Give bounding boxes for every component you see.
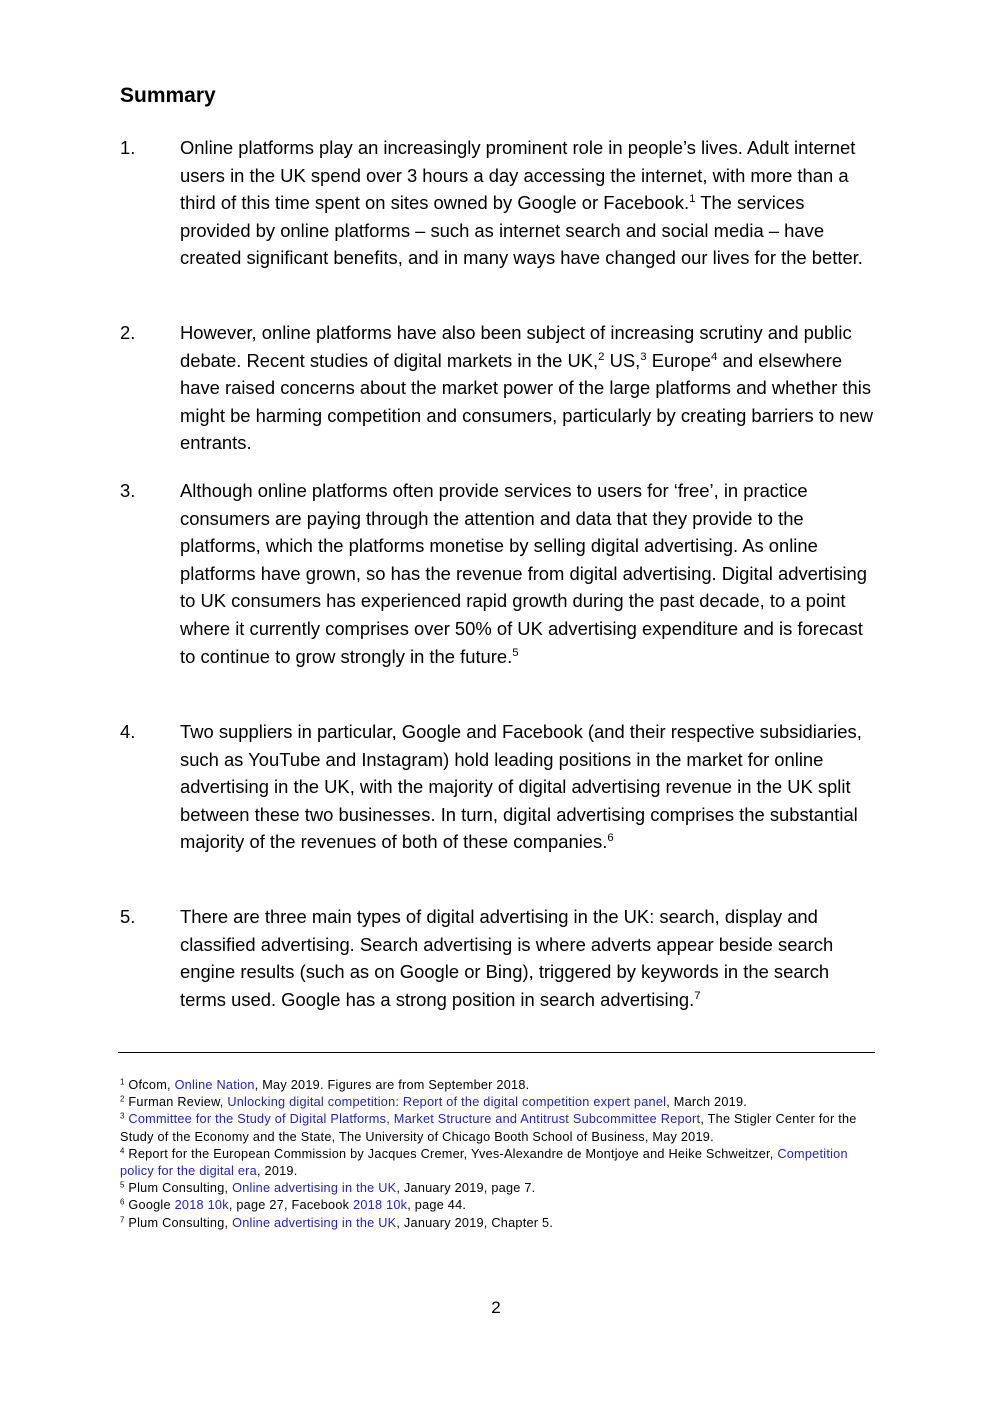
footnotes bbox=[120, 1077, 872, 1232]
paragraph-number: 4. bbox=[120, 721, 136, 742]
footnote-4: $^4$ Report for the European Commission by Jacques Cremer, Yves-Alexandre de Montjoye and Heike Schweitzer, Competition policy for the digital era, 2019. bbox=[120, 1146, 848, 1179]
paragraph-text: Although online platforms often provide services to users for ‘free’, in practice consumers are paying through the attention and data that they provide to the platforms, which the platforms monetise by selling digital advertising. As online platforms have grown, so has the revenue from digital advertising. Digital advertising to UK consumers has experienced rapid growth during the past decade, to a point where it currently comprises over 50% of UK advertising expenditure and is forecast to continue to grow strongly in the future.$^5$ bbox=[180, 480, 867, 667]
footnote-1: $^1$ Ofcom, Online Nation, May 2019. Figures are from September 2018. bbox=[120, 1077, 530, 1092]
paragraph-text: There are three main types of digital advertising in the UK: search, display and classified advertising. Search advertising is where adverts appear beside search engine results (such as on Google or Bing), triggered by keywords in the search terms used. Google has a strong position in search advertising.$^7$ bbox=[180, 906, 834, 1010]
footnote-link[interactable]: Unlocking digital competition: Report of the digital competition expert panel bbox=[227, 1095, 667, 1110]
footnote-ref: 7 bbox=[694, 989, 701, 1002]
footnote-3: $^3$ Committee for the Study of Digital Platforms, Market Structure and Antitrust Subcommittee Report, The Stigler Center for the Study of the Economy and the State, The University of Chicago Booth School of Business, May 2019. bbox=[120, 1111, 857, 1144]
paragraph-2 bbox=[120, 319, 880, 457]
footnote-link[interactable]: Committee for the Study of Digital Platforms, Market Structure and Antitrust Subcommittee Report bbox=[128, 1112, 701, 1127]
footnote-7: $^7$ Plum Consulting, Online advertising in the UK, January 2019, Chapter 5. bbox=[120, 1214, 554, 1230]
footnote-link[interactable]: Online advertising in the UK bbox=[232, 1181, 397, 1196]
footnote-ref: 1 bbox=[689, 193, 696, 206]
footnote-link[interactable]: 2018 10k bbox=[174, 1198, 229, 1213]
paragraph-text: Two suppliers in particular, Google and Facebook (and their respective subsidiaries, such as YouTube and Instagram) hold leading positions in the market for online advertising in the UK, with the majority of digital advertising revenue in the UK split between these two businesses. In turn, digital advertising comprises the substantial majority of the revenues of both of these companies.$^6$ bbox=[180, 721, 862, 853]
footnote-link[interactable]: 2018 10k bbox=[353, 1198, 408, 1213]
footnote-ref: 2 bbox=[598, 350, 605, 363]
paragraph-3 bbox=[120, 477, 880, 670]
footnote-link[interactable]: Online advertising in the UK bbox=[232, 1215, 397, 1230]
footnote-ref: 6 bbox=[607, 832, 614, 845]
footnote-link[interactable]: Online Nation bbox=[174, 1078, 255, 1092]
paragraph-5 bbox=[120, 903, 880, 1013]
footnote-link[interactable]: Competition policy for the digital era bbox=[120, 1146, 848, 1179]
footnote-ref: 3 bbox=[640, 350, 647, 363]
paragraph-1 bbox=[120, 134, 880, 272]
paragraph-4 bbox=[120, 718, 880, 856]
paragraph-number: 2. bbox=[120, 322, 136, 343]
footnote-ref: 4 bbox=[711, 350, 718, 363]
paragraph-text: However, online platforms have also been subject of increasing scrutiny and public debate. Recent studies of digital markets in the UK,$^2$ US,$^3$ Europe$^4$ and elsewhere have raised concerns about the market power of the large platforms and whether this might be harming competition and consumers, particularly by creating barriers to new entrants. bbox=[180, 322, 874, 454]
paragraph-number: 1. bbox=[120, 137, 136, 158]
footnote-divider bbox=[118, 1052, 875, 1053]
footnote-2: $^2$ Furman Review, Unlocking digital competition: Report of the digital competition expert panel, March 2019. bbox=[120, 1094, 748, 1110]
page-number: 2 bbox=[491, 1298, 501, 1317]
footnote-ref: 5 bbox=[512, 646, 519, 659]
footnote-6: $^6$ Google 2018 10k, page 27, Facebook 2018 10k, page 44. bbox=[120, 1197, 467, 1213]
paragraph-number: 5. bbox=[120, 906, 136, 927]
paragraph-text: Online platforms play an increasingly prominent role in people’s lives. Adult internet users in the UK spend over 3 hours a day accessing the internet, with more than a third of this time spent on sites owned by Google or Facebook.$^1$ The services provided by online platforms – such as internet search and social media – have created significant benefits, and in many ways have changed our lives for the better. bbox=[180, 137, 863, 269]
footnote-5: $^5$ Plum Consulting, Online advertising in the UK, January 2019, page 7. bbox=[120, 1180, 536, 1196]
paragraph-number: 3. bbox=[120, 480, 136, 501]
section-heading: Summary bbox=[120, 84, 216, 107]
